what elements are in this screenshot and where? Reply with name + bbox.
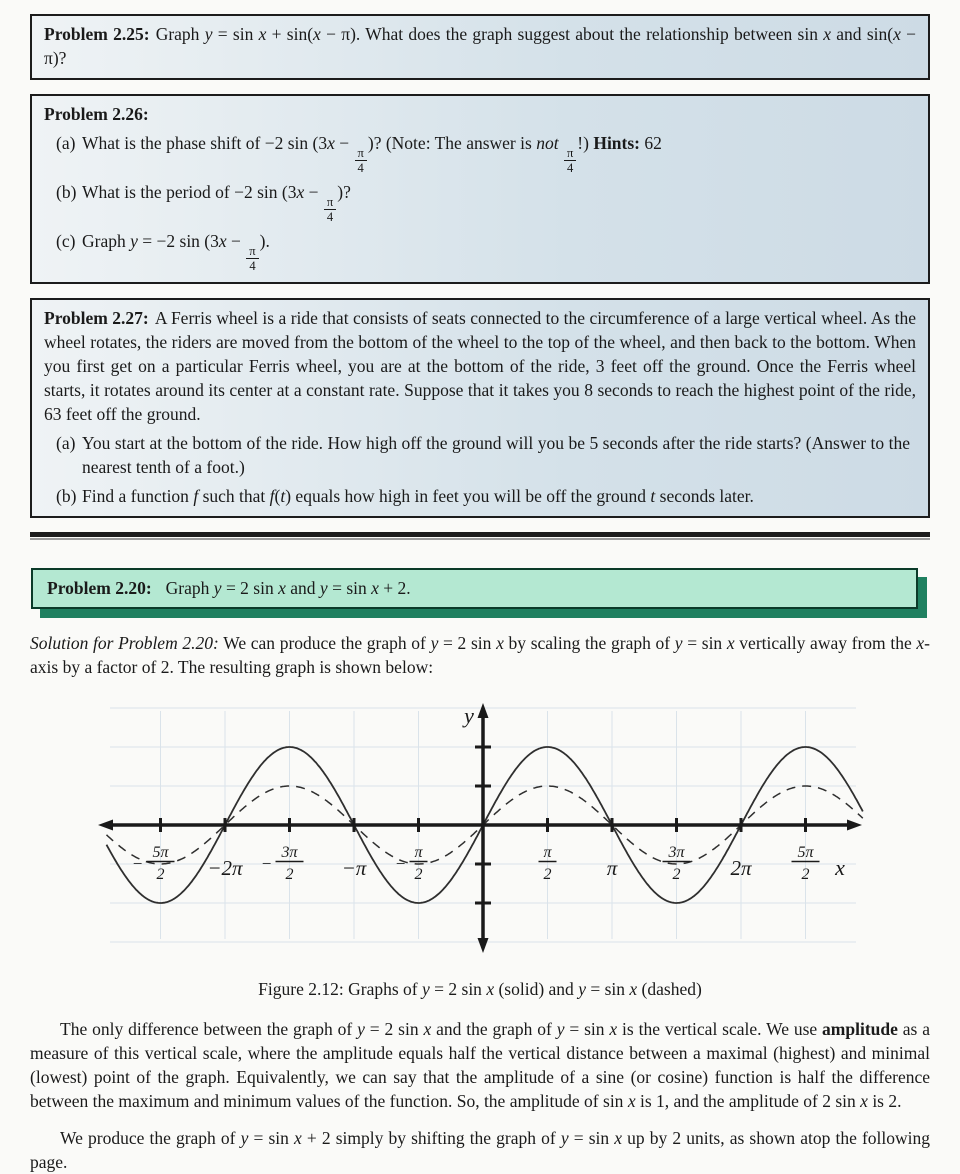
svg-text:π: π [543,843,552,861]
svg-text:2: 2 [156,865,165,883]
problem-box-2-26 [30,94,930,284]
problem-2-20-text [47,576,902,600]
svg-text:π: π [414,843,423,861]
svg-text:2: 2 [543,865,552,883]
problem-box-2-27 [30,298,930,518]
svg-text:5π: 5π [152,843,169,861]
svg-text:y: y [464,702,474,728]
problem-2-27-item-b [44,484,916,508]
section-divider [30,532,930,540]
problem-2-25-text [44,22,916,70]
item-marker: (b) [56,485,77,506]
sine-graph-svg [90,687,870,963]
divider-thin-rule [30,538,930,540]
solution-body: We can produce the graph of y = 2 sin x by scaling the graph of y = sin x vertically away from the x-axis by a factor of 2. The resulting graph is shown below: [30,632,930,677]
figure-2-12 [30,687,930,969]
item-text: You start at the bottom of the ride. How high off the ground will you be 5 seconds after the ride starts? (Answer to the nearest tenth of a foot.) [82,432,910,477]
shift-paragraph: We produce the graph of y = sin x + 2 simply by shifting the graph of y = sin x up by 2 units, as shown atop the following page. [30,1127,930,1172]
svg-text:3π: 3π [281,843,298,861]
svg-text:2: 2 [801,865,810,883]
problem-2-27-text [44,306,916,426]
item-text: Graph y = −2 sin (3x − $\frac{\pi}{4}$ ). [82,231,270,274]
item-text: What is the phase shift of −2 sin (3x − $\frac{\pi}{4}$ )? (Note: The answer is not $\frac{\pi}{4}$ !) Hints: 62 [82,133,662,176]
svg-text:x: x [835,854,845,880]
problem-2-26-item-c [44,229,916,273]
svg-text:−: − [395,853,406,873]
problem-2-26-label: Problem 2.26: [44,104,149,124]
solution-paragraph [30,631,930,679]
problem-2-27-item-a [44,431,916,479]
item-marker: (a) [56,432,76,453]
figure-caption: Figure 2.12: Graphs of y = 2 sin x (solid) and y = sin x (dashed) [258,978,702,999]
svg-text:π: π [606,855,618,880]
svg-text:2: 2 [414,865,423,883]
divider-thick-rule [30,532,930,537]
problem-2-26-item-b [44,180,916,224]
problem-2-26-title [44,102,916,126]
svg-text:2: 2 [285,865,294,883]
svg-text:2: 2 [672,865,681,883]
problem-2-27-label: Problem 2.27: [44,307,149,328]
solution-lead: Solution for Problem 2.20: [30,632,219,653]
problem-2-25-body: Graph y = sin x + sin(x − π). What does the graph suggest about the relationship between sin x and sin(x − π)? [44,24,916,68]
problem-box-2-25 [30,14,930,80]
item-marker: (c) [56,231,76,252]
item-marker: (a) [56,133,76,153]
problem-box-2-20 [31,568,918,609]
svg-text:5π: 5π [797,843,814,861]
svg-text:−2π: −2π [207,855,243,880]
problem-2-25-label: Problem 2.25: [44,24,150,44]
svg-text:−: − [132,853,143,873]
problem-2-27-body: A Ferris wheel is a ride that consists of seats connected to the circumference of a large vertical wheel. As the wheel rotates, the riders are moved from the bottom of the wheel to the top of the wheel, and then back to the bottom. When you first get on a particular Ferris wheel, you are at the bottom of the ride, 3 feet off the ground. Once the Ferris wheel starts, it rotates around its center at a constant rate. Suppose that it takes you 8 seconds to reach the highest point of the ride, 63 feet off the ground. [44,307,916,424]
svg-text:−π: −π [341,855,367,880]
problem-2-26-item-a [44,131,916,175]
svg-text:−: − [261,853,272,873]
svg-text:3π: 3π [668,843,685,861]
item-text: What is the period of −2 sin (3x − $\frac{\pi}{4}$ )? [82,182,351,225]
problem-2-20-body: Graph y = 2 sin x and y = sin x + 2. [165,577,411,598]
amplitude-paragraph: The only difference between the graph of y = 2 sin x and the graph of y = sin x is the vertical scale. We use amplitude as a measure of this vertical scale, where the amplitude equals half the vertical distance between a maximal (highest) and minimal (lowest) point of the graph. Equivalently, we can say that the amplitude of a sine (or cosine) function is half the difference between the maximum and minimum values of the function. So, the amplitude of sin x is 1, and the amplitude of 2 sin x is 2. [30,1018,930,1111]
problem-2-20-label: Problem 2.20: [47,577,152,598]
item-text: Find a function f such that f(t) equals how high in feet you will be off the ground t seconds later. [82,485,754,506]
svg-text:2π: 2π [730,855,752,880]
item-marker: (b) [56,182,77,203]
